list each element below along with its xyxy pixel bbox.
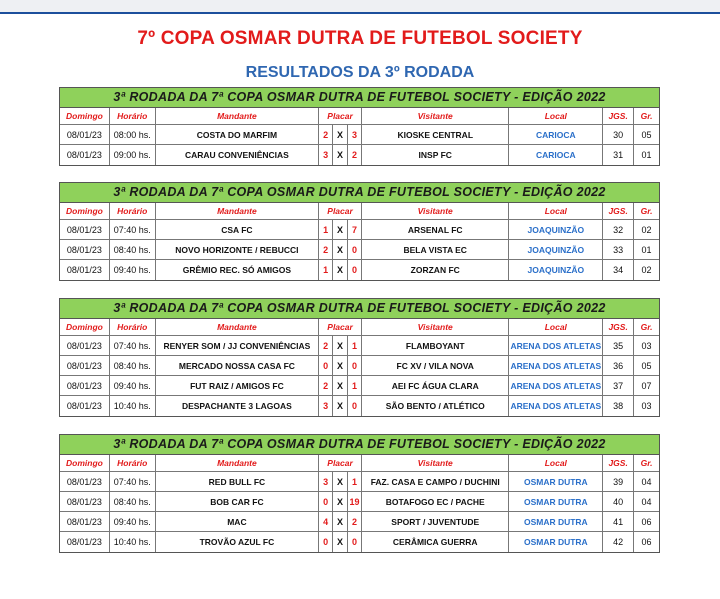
game-time: 07:40 hs. <box>110 472 156 491</box>
header-mandante: Mandante <box>156 319 319 335</box>
home-team: BOB CAR FC <box>156 492 319 511</box>
game-time: 08:40 hs. <box>110 356 156 375</box>
score-separator: X <box>333 492 348 511</box>
header-local: Local <box>509 455 603 471</box>
away-score: 0 <box>348 260 362 280</box>
away-score: 2 <box>348 145 362 165</box>
header-gr: Gr. <box>640 111 653 121</box>
away-team: BOTAFOGO EC / PACHE <box>362 492 510 511</box>
home-score: 0 <box>319 492 333 511</box>
game-local: JOAQUINZÃO <box>509 220 603 239</box>
home-score: 1 <box>319 260 333 280</box>
game-date: 08/01/23 <box>60 240 110 259</box>
game-date: 08/01/23 <box>60 472 110 491</box>
table-row <box>60 472 659 492</box>
score-separator: X <box>333 145 348 165</box>
game-local: ARENA DOS ATLETAS <box>509 336 603 355</box>
score-separator: X <box>333 356 348 375</box>
home-score: 2 <box>319 125 333 144</box>
game-group: 01 <box>641 150 652 160</box>
game-date: 08/01/23 <box>60 512 110 531</box>
header-gr: Gr. <box>640 206 653 216</box>
round-title: 3ª RODADA DA 7ª COPA OSMAR DUTRA DE FUTEBOL SOCIETY - EDIÇÃO 2022 <box>60 183 659 203</box>
game-local: OSMAR DUTRA <box>509 512 603 531</box>
table-row <box>60 396 659 416</box>
game-local: CARIOCA <box>509 145 603 165</box>
game-group: 07 <box>641 380 652 391</box>
away-score: 1 <box>348 336 362 355</box>
header-mandante: Mandante <box>156 203 319 219</box>
away-team: FAZ. CASA E CAMPO / DUCHINI <box>362 472 510 491</box>
game-number: 36 <box>603 356 634 375</box>
header-mandante: Mandante <box>156 455 319 471</box>
header-local: Local <box>509 108 603 124</box>
round-table <box>59 87 660 166</box>
header-horario: Horário <box>110 203 156 219</box>
header-gr: Gr. <box>640 322 653 332</box>
game-group: 03 <box>641 401 652 411</box>
game-date: 08/01/23 <box>60 532 110 552</box>
game-group: 06 <box>641 537 652 547</box>
page-subtitle: RESULTADOS DA 3º RODADA <box>245 64 475 81</box>
header-mandante: Mandante <box>156 108 319 124</box>
away-score: 0 <box>348 396 362 416</box>
home-score: 3 <box>319 472 333 491</box>
header-horario: Horário <box>110 108 156 124</box>
game-group: 03 <box>641 340 652 351</box>
home-score: 2 <box>319 376 333 395</box>
game-number: 30 <box>603 125 634 144</box>
away-team: FC XV / VILA NOVA <box>362 356 510 375</box>
game-number: 35 <box>603 336 634 355</box>
game-time: 08:00 hs. <box>110 125 156 144</box>
away-score: 1 <box>348 472 362 491</box>
game-number: 39 <box>603 472 634 491</box>
table-row <box>60 492 659 512</box>
score-separator: X <box>333 472 348 491</box>
header-visitante: Visitante <box>362 455 510 471</box>
game-number: 42 <box>603 532 634 552</box>
game-time: 08:40 hs. <box>110 492 156 511</box>
score-separator: X <box>333 336 348 355</box>
game-group: 01 <box>641 244 652 255</box>
game-group: 02 <box>641 265 652 275</box>
round-title: 3ª RODADA DA 7ª COPA OSMAR DUTRA DE FUTEBOL SOCIETY - EDIÇÃO 2022 <box>60 435 659 455</box>
game-number: 41 <box>603 512 634 531</box>
game-local: ARENA DOS ATLETAS <box>509 396 603 416</box>
round-title: 3ª RODADA DA 7ª COPA OSMAR DUTRA DE FUTEBOL SOCIETY - EDIÇÃO 2022 <box>60 88 659 108</box>
game-date: 08/01/23 <box>60 125 110 144</box>
home-score: 2 <box>319 240 333 259</box>
table-row <box>60 145 659 165</box>
game-time: 09:00 hs. <box>110 145 156 165</box>
header-row <box>60 108 659 125</box>
away-team: AEI FC ÁGUA CLARA <box>362 376 510 395</box>
score-separator: X <box>333 376 348 395</box>
game-group: 05 <box>641 360 652 371</box>
header-horario: Horário <box>110 455 156 471</box>
top-bar <box>0 0 720 14</box>
header-jgs: JGS. <box>603 319 634 335</box>
away-score: 0 <box>348 356 362 375</box>
game-date: 08/01/23 <box>60 145 110 165</box>
table-row <box>60 532 659 552</box>
away-score: 0 <box>348 240 362 259</box>
game-local: OSMAR DUTRA <box>509 532 603 552</box>
header-local: Local <box>509 203 603 219</box>
home-team: GRÊMIO REC. SÓ AMIGOS <box>156 260 319 280</box>
home-team: CARAU CONVENIÊNCIAS <box>156 145 319 165</box>
home-team: DESPACHANTE 3 LAGOAS <box>156 396 319 416</box>
header-domingo: Domingo <box>60 319 110 335</box>
home-score: 3 <box>319 145 333 165</box>
away-team: SPORT / JUVENTUDE <box>362 512 510 531</box>
home-team: MERCADO NOSSA CASA FC <box>156 356 319 375</box>
header-placar: Placar <box>319 108 362 124</box>
header-row <box>60 203 659 220</box>
header-row <box>60 319 659 336</box>
home-score: 3 <box>319 396 333 416</box>
game-group: 05 <box>641 129 652 140</box>
away-team: FLAMBOYANT <box>362 336 510 355</box>
away-team: CERÂMICA GUERRA <box>362 532 510 552</box>
game-time: 09:40 hs. <box>110 512 156 531</box>
score-separator: X <box>333 396 348 416</box>
header-jgs: JGS. <box>603 203 634 219</box>
home-score: 0 <box>319 532 333 552</box>
game-local: JOAQUINZÃO <box>509 260 603 280</box>
game-group: 06 <box>641 516 652 527</box>
round-table <box>59 182 660 281</box>
game-local: ARENA DOS ATLETAS <box>509 356 603 375</box>
game-date: 08/01/23 <box>60 396 110 416</box>
header-visitante: Visitante <box>362 203 510 219</box>
home-team: RED BULL FC <box>156 472 319 491</box>
home-team: FUT RAIZ / AMIGOS FC <box>156 376 319 395</box>
game-local: JOAQUINZÃO <box>509 240 603 259</box>
header-placar: Placar <box>319 203 362 219</box>
away-score: 1 <box>348 376 362 395</box>
table-row <box>60 336 659 356</box>
header-placar: Placar <box>319 319 362 335</box>
home-score: 2 <box>319 336 333 355</box>
game-number: 38 <box>603 396 634 416</box>
game-number: 37 <box>603 376 634 395</box>
game-group: 02 <box>641 224 652 235</box>
game-number: 33 <box>603 240 634 259</box>
score-separator: X <box>333 125 348 144</box>
table-row <box>60 512 659 532</box>
home-team: CSA FC <box>156 220 319 239</box>
away-score: 19 <box>348 492 362 511</box>
game-date: 08/01/23 <box>60 220 110 239</box>
game-group: 04 <box>641 476 652 487</box>
away-score: 3 <box>348 125 362 144</box>
header-row <box>60 455 659 472</box>
game-time: 08:40 hs. <box>110 240 156 259</box>
game-group: 04 <box>641 496 652 507</box>
table-row <box>60 125 659 145</box>
away-score: 2 <box>348 512 362 531</box>
round-table <box>59 434 660 553</box>
away-team: BELA VISTA EC <box>362 240 510 259</box>
game-number: 31 <box>603 145 634 165</box>
game-date: 08/01/23 <box>60 260 110 280</box>
home-team: COSTA DO MARFIM <box>156 125 319 144</box>
home-team: MAC <box>156 512 319 531</box>
home-team: TROVÃO AZUL FC <box>156 532 319 552</box>
header-horario: Horário <box>110 319 156 335</box>
home-team: NOVO HORIZONTE / REBUCCI <box>156 240 319 259</box>
header-domingo: Domingo <box>60 455 110 471</box>
game-time: 10:40 hs. <box>110 532 156 552</box>
away-score: 7 <box>348 220 362 239</box>
game-number: 32 <box>603 220 634 239</box>
game-local: CARIOCA <box>509 125 603 144</box>
game-time: 07:40 hs. <box>110 336 156 355</box>
header-visitante: Visitante <box>362 319 510 335</box>
table-row <box>60 260 659 280</box>
away-team: INSP FC <box>362 145 510 165</box>
away-team: SÃO BENTO / ATLÉTICO <box>362 396 510 416</box>
game-number: 40 <box>603 492 634 511</box>
score-separator: X <box>333 220 348 239</box>
header-jgs: JGS. <box>603 108 634 124</box>
home-score: 0 <box>319 356 333 375</box>
score-separator: X <box>333 260 348 280</box>
home-score: 4 <box>319 512 333 531</box>
game-local: OSMAR DUTRA <box>509 472 603 491</box>
away-team: ZORZAN FC <box>362 260 510 280</box>
away-team: ARSENAL FC <box>362 220 510 239</box>
score-separator: X <box>333 532 348 552</box>
header-visitante: Visitante <box>362 108 510 124</box>
score-separator: X <box>333 240 348 259</box>
header-jgs: JGS. <box>603 455 634 471</box>
table-row <box>60 356 659 376</box>
game-number: 34 <box>603 260 634 280</box>
game-local: OSMAR DUTRA <box>509 492 603 511</box>
round-title: 3ª RODADA DA 7ª COPA OSMAR DUTRA DE FUTEBOL SOCIETY - EDIÇÃO 2022 <box>60 299 659 319</box>
header-domingo: Domingo <box>60 203 110 219</box>
header-placar: Placar <box>319 455 362 471</box>
game-time: 09:40 hs. <box>110 260 156 280</box>
game-date: 08/01/23 <box>60 376 110 395</box>
header-domingo: Domingo <box>60 108 110 124</box>
table-row <box>60 220 659 240</box>
round-table <box>59 298 660 417</box>
table-row <box>60 376 659 396</box>
game-date: 08/01/23 <box>60 492 110 511</box>
header-local: Local <box>509 319 603 335</box>
game-date: 08/01/23 <box>60 356 110 375</box>
game-time: 09:40 hs. <box>110 376 156 395</box>
header-gr: Gr. <box>640 458 653 468</box>
page-title: 7º COPA OSMAR DUTRA DE FUTEBOL SOCIETY <box>137 28 583 49</box>
away-team: KIOSKE CENTRAL <box>362 125 510 144</box>
away-score: 0 <box>348 532 362 552</box>
game-local: ARENA DOS ATLETAS <box>509 376 603 395</box>
game-time: 07:40 hs. <box>110 220 156 239</box>
home-score: 1 <box>319 220 333 239</box>
game-date: 08/01/23 <box>60 336 110 355</box>
table-row <box>60 240 659 260</box>
score-separator: X <box>333 512 348 531</box>
home-team: RENYER SOM / JJ CONVENIÊNCIAS <box>156 336 319 355</box>
game-time: 10:40 hs. <box>110 396 156 416</box>
